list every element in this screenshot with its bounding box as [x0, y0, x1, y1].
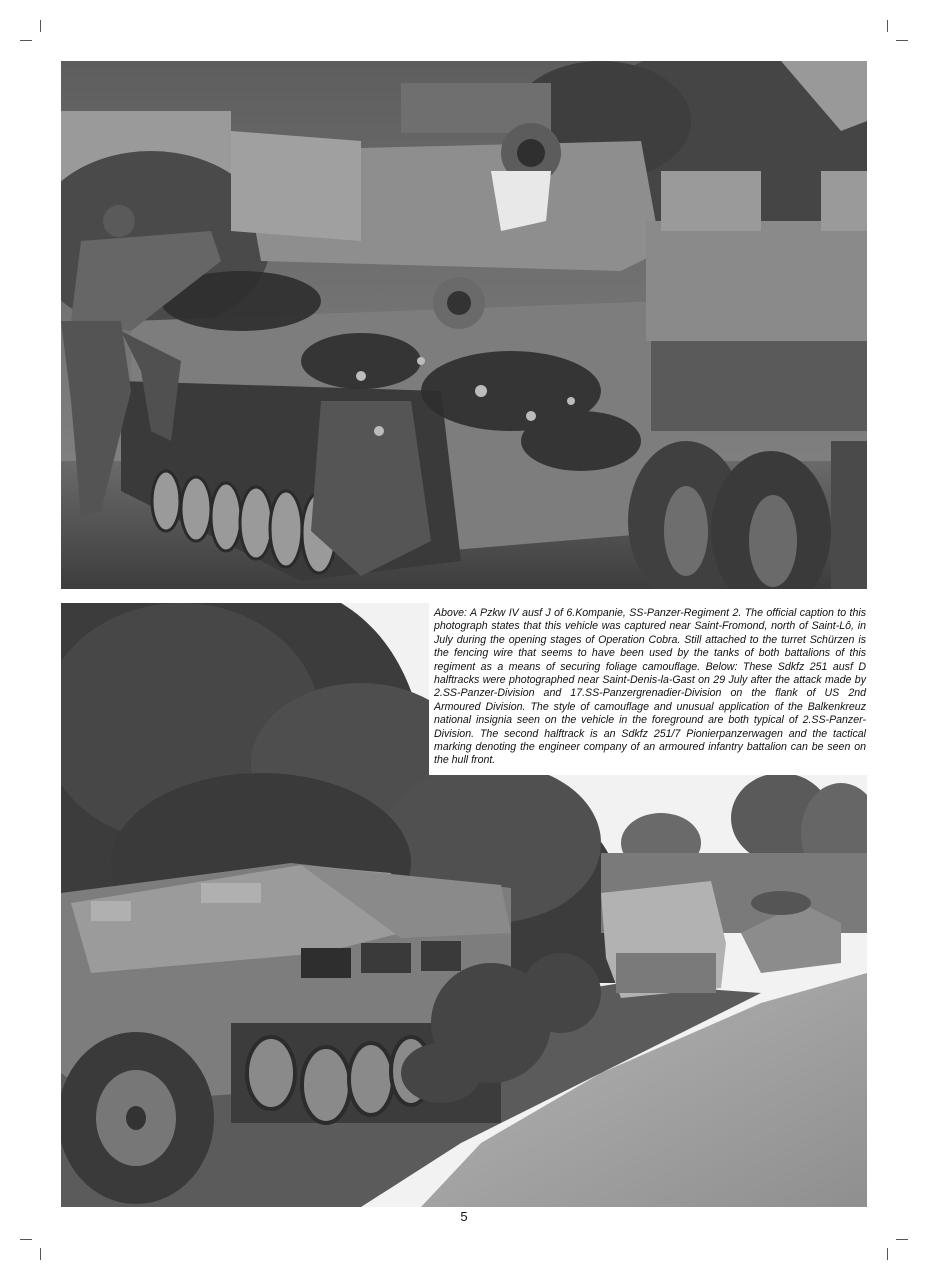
page-number: 5	[460, 1209, 468, 1224]
photo-panzer-iv	[61, 61, 867, 589]
crop-mark	[896, 1239, 908, 1240]
crop-mark	[40, 1248, 41, 1260]
crop-mark	[40, 20, 41, 32]
photo-caption: Above: A Pzkw IV ausf J of 6.Kompanie, SS-Panzer-Regiment 2. The official caption to this photograph states that this vehicle was captured near Saint-Fromond, north of Saint-Lô, in July during the opening stages of Operation Cobra. Still attached to the turret Schürzen is the fencing wire that seems to have been used by the tanks of both battalions of this regiment as a means of securing foliage camouflage. Below: These Sdkfz 251 ausf D halftracks were photographed near Saint-Denis-la-Gast on 29 July after the attack made by 2.SS-Panzer-Division and 17.SS-Panzergrenadier-Division on the flank of US 2nd Armoured Division. The style of camouflage and unusual application of the Balkenkreuz national insignia seen on the vehicle in the foreground are both typical of 2.SS-Panzer-Division. The second halftrack is an Sdkfz 251/7 Pionierpanzerwagen and the tactical marking denoting the engineer company of an armoured infantry battalion can be seen on the hull front.	[434, 607, 866, 767]
crop-mark	[887, 1248, 888, 1260]
crop-mark	[887, 20, 888, 32]
crop-mark	[20, 40, 32, 41]
crop-mark	[20, 1239, 32, 1240]
crop-mark	[896, 40, 908, 41]
photo-panzer-iv-image	[61, 61, 867, 589]
